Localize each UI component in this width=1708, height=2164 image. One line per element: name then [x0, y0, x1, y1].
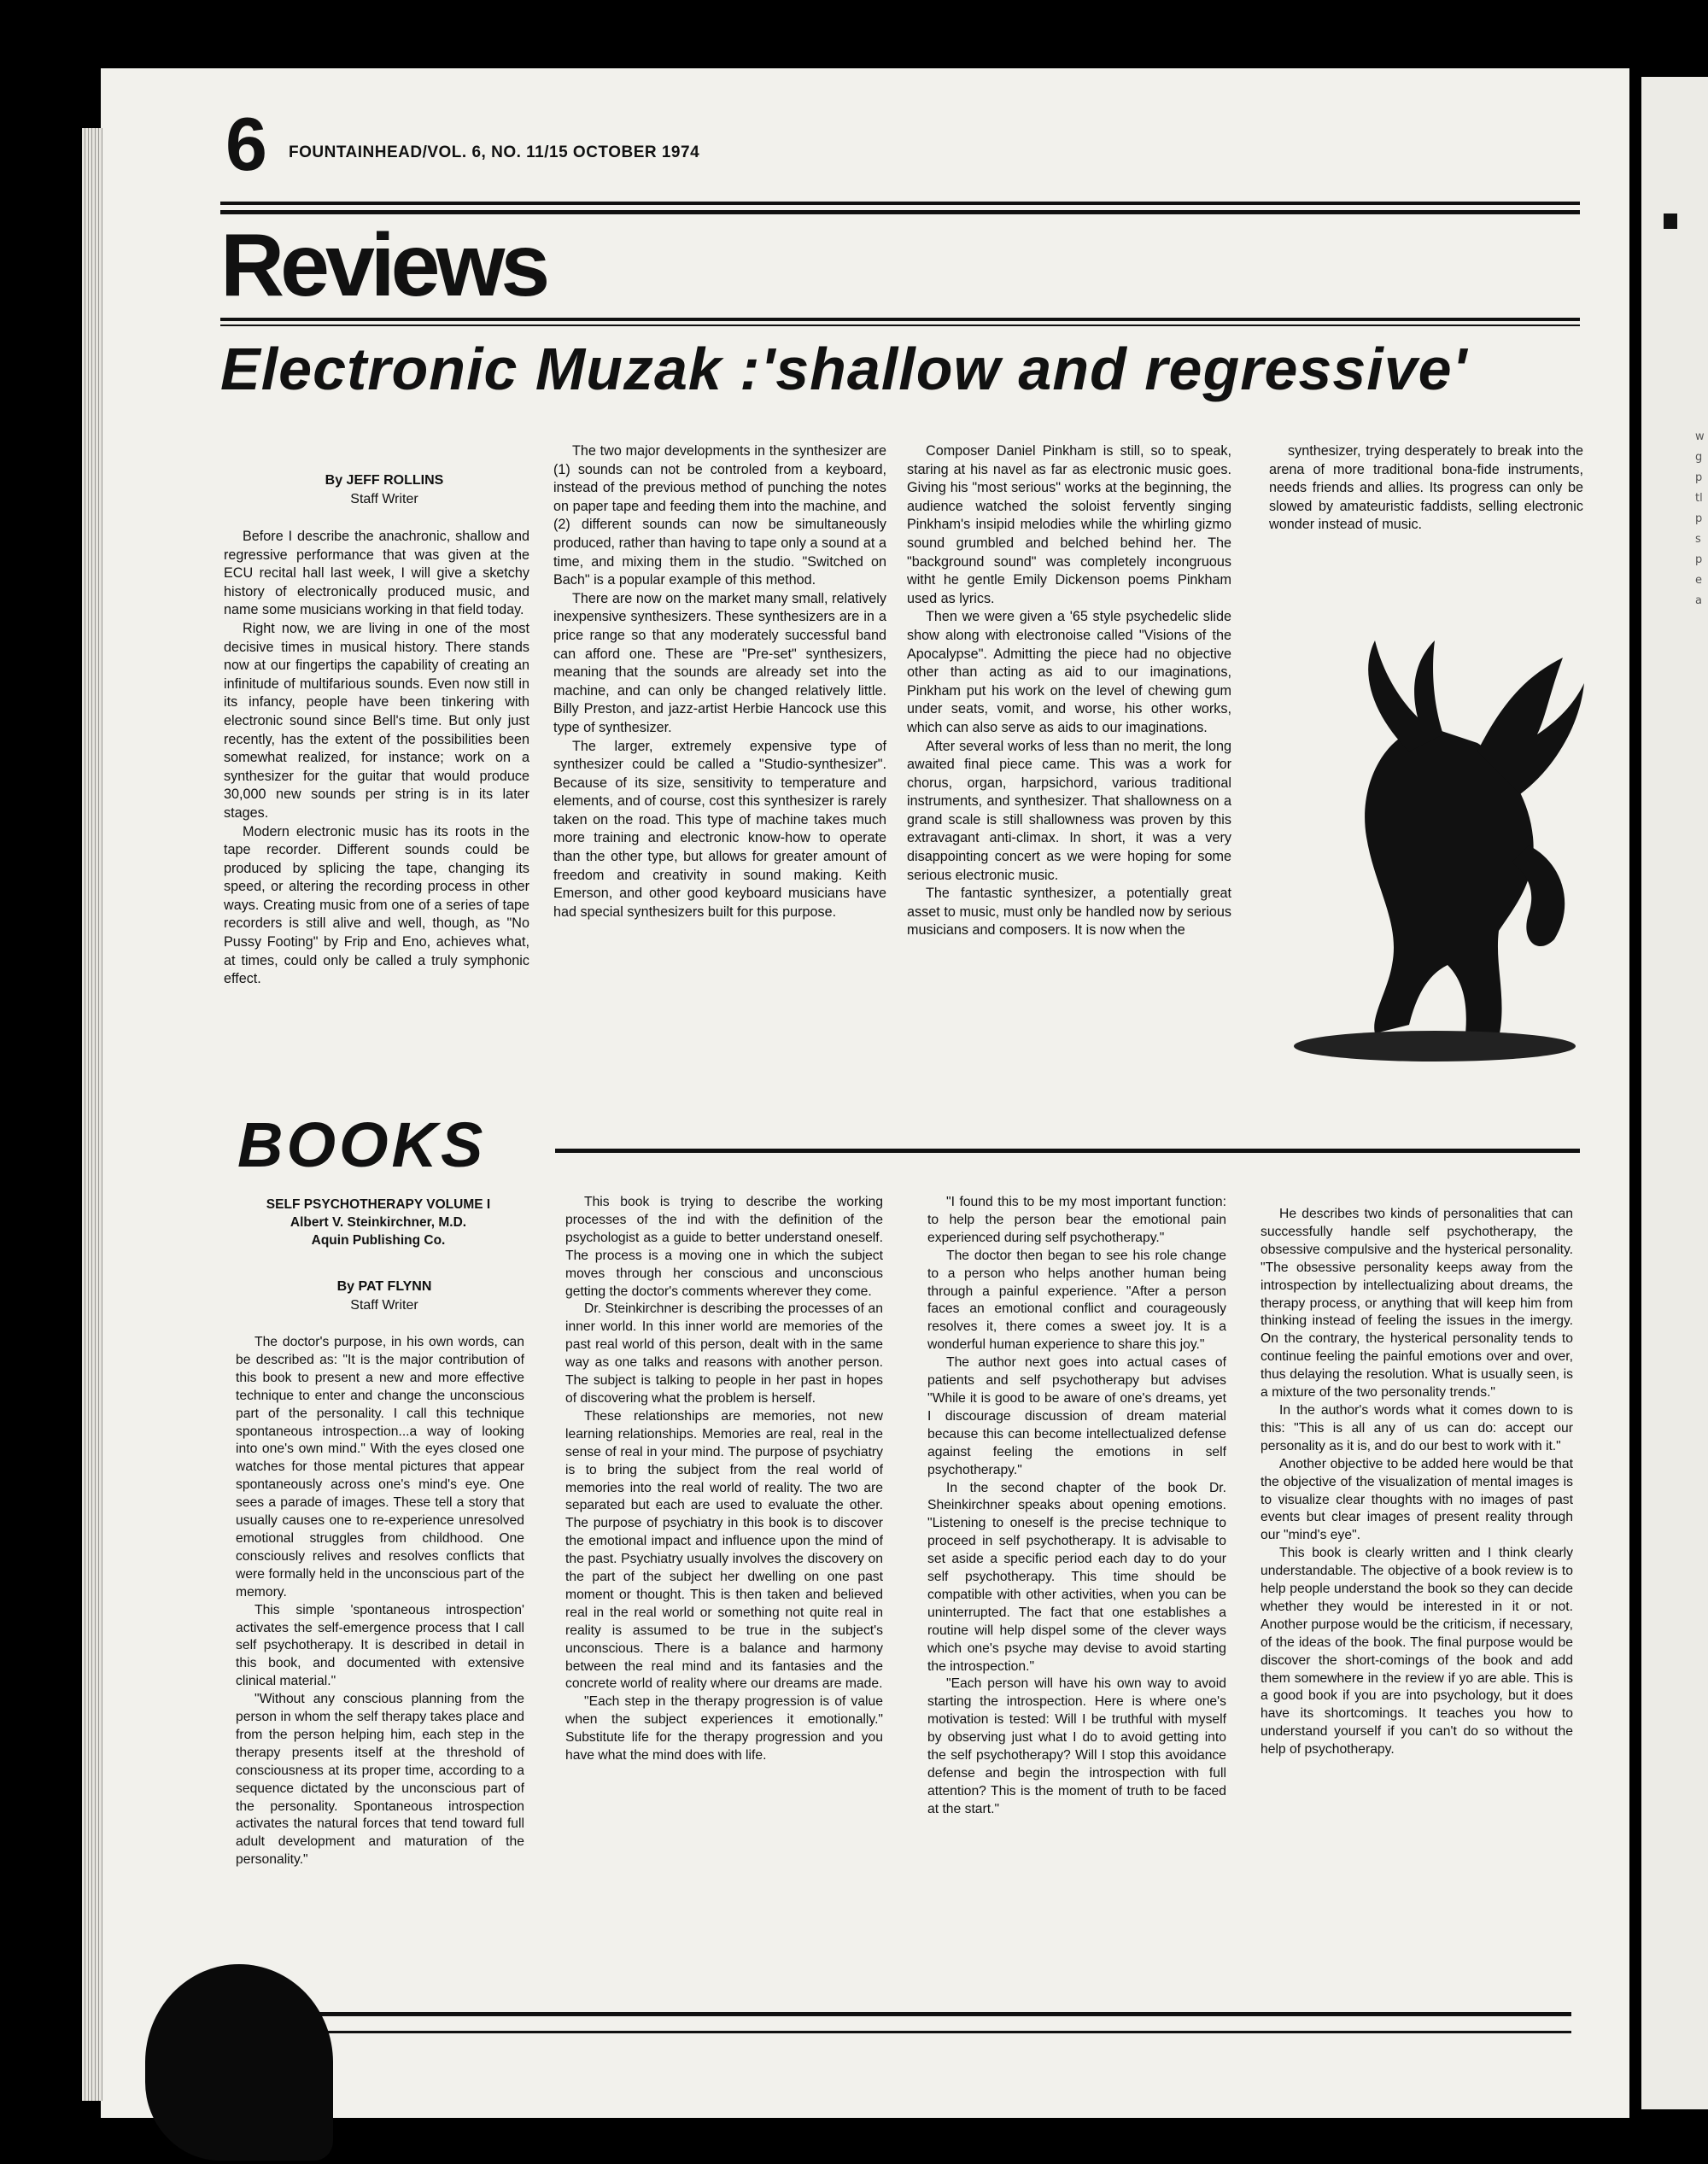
holding-hand-shadow: [145, 1964, 333, 2161]
margin-letter: s: [1695, 533, 1701, 546]
margin-letter: g: [1695, 451, 1703, 464]
bottom-rule-1: [220, 2012, 1571, 2016]
review-column-2: [553, 442, 886, 921]
margin-letter: a: [1695, 594, 1702, 607]
paragraph: Another objective to be added here would be that the objective of the visualization of mental images is to visualize clear thoughts with no images of past events but clear images of present reality through our "mind's eye".: [1261, 1456, 1573, 1543]
adjacent-page-mark: [1664, 213, 1677, 229]
paragraph: In the second chapter of the book Dr. Sheinkirchner speaks about opening emotions. "Listening to oneself is the precise technique to proceed in self psychotherapy. It is advisable to set aside a specific period each day to do your self psychotherapy. This time should be compatible with other activities, when you can be uninterrupted. The fact that one establishes a routine will help dispel some of the clever ways which one's psyche may devise to avoid starting the introspection.": [927, 1480, 1226, 1674]
creature-illustration: [1281, 623, 1588, 1067]
headline-rule-2: [220, 325, 1580, 326]
margin-letter: p: [1695, 553, 1703, 566]
headline-rule-1: [220, 318, 1580, 321]
page-edge-stack: [82, 128, 102, 2101]
review-byline: [290, 471, 478, 509]
book-title: SELF PSYCHOTHERAPY VOLUME I: [266, 1197, 491, 1212]
paragraph: synthesizer, trying desperately to break into the arena of more traditional bona-fide instruments, needs friends and allies. Its progress can only be slowed by amateuristic faddists, selling electronic wonder instead of music.: [1269, 443, 1583, 533]
margin-letter: p: [1695, 471, 1703, 484]
paragraph: This book is clearly written and I think clearly understandable. The objective of a book review is to help people understand the book so they can decide whether they would be interested in it or not. Another purpose would be the criticism, if necessary, of the ideas of the book. The final purpose would be discover the short-comings of the book and add them somewhere in the review if yo are able. This is a good book if you are into psychology, but it does have its shortcomings. It teaches you how to understand yourself if you can't do so without the help of psychotherapy.: [1261, 1546, 1573, 1758]
margin-letter: tl: [1695, 492, 1703, 505]
review-column-4: [1269, 442, 1583, 535]
books-column-3: [927, 1194, 1226, 1819]
paragraph: There are now on the market many small, relatively inexpensive synthesizers. These synthesizers are in a price range so that any moderately successful band can afford one. These are "Pre-set" synthesizers, meaning that the sounds are already set into the machine, and can only be changed relatively little. Billy Preston, and jazz-artist Herbie Hancock use this type of synthesizer.: [553, 590, 886, 735]
paragraph: The doctor's purpose, in his own words, can be described as: "It is the major contribution of this book to present a new and more effective technique to enter and change the unconscious part of the personality. I call this technique spontaneous introspection...a way of looking into one's own mind." With the eyes closed one watches for those mental pictures that appear spontaneously across one's mind's eye. One sees a parade of images. These tell a story that usually causes one to re-experience unresolved emotional struggles from childhood. One consciously relives and resolves conflicts that were formally held in the unconscious part of the memory.: [236, 1335, 524, 1600]
paragraph: After several works of less than no merit, the long awaited final piece came. This was a work for chorus, organ, harpsichord, various traditional instruments, and synthesizer. That shallowness on a grand scale is still shallowness was proven by this extravagant anti-climax. In short, it was a very disappointing concert as we were hoping for some serious electronic music.: [907, 738, 1231, 883]
paragraph: The two major developments in the synthesizer are (1) sounds can not be controled from a keyboard, instead of the previous method of punching the notes on paper tape and feeding them into the machine, and (2) different sounds can now be simultaneously produced, rather than having to tape only a sound at a time, and mixing them in the studio. "Switched on Bach" is a popular example of this method.: [553, 443, 886, 588]
paragraph: Before I describe the anachronic, shallow and regressive performance that was given at the ECU recital hall last week, I will give a sketchy history of electronically produced music, and name some musicians working in that field today.: [224, 529, 529, 618]
top-rule-1: [220, 202, 1580, 205]
review-headline: Electronic Muzak :'shallow and regressive': [220, 336, 1468, 402]
review-role: Staff Writer: [350, 492, 418, 506]
paragraph: Composer Daniel Pinkham is still, so to speak, staring at his navel as far as electronic music goes. Giving his "most serious" works at the beginning, the audience watched the soloist fervently singing Pinkham's insipid melodies while the whirling gizmo sound grumbled and belched behind her. The "background sound" was completely incongruous witht he gentle Emily Dickenson poems Pinkham used as lyrics.: [907, 443, 1231, 606]
paragraph: "I found this to be my most important function: to help the person bear the emotional pain experienced during self psychotherapy.": [927, 1195, 1226, 1245]
books-role: Staff Writer: [350, 1298, 418, 1313]
book-publisher: Aquin Publishing Co.: [311, 1233, 446, 1248]
paragraph: This simple 'spontaneous introspection' activates the self-emergence process that I call self psychotherapy. It is described in detail in this book, and documented with extensive clinical material.": [236, 1602, 524, 1689]
paragraph: Modern electronic music has its roots in the tape recorder. Different sounds could be produced by splicing the tape, changing its speed, or altering the recording process in other ways. Creating music from one of a series of tape recorders is still alive and well, though, as "No Pussy Footing" by Frip and Eno, achieves what, at times, could only be called a truly symphonic effect.: [224, 823, 529, 987]
illustration-wing-left: [1368, 640, 1443, 752]
paragraph: The doctor then began to see his role change to a person who helps another human being through a painful experience. "After a person faces an emotional conflict and courageously resolves it, there comes a sweet joy. It is a wonderful human experience to share this joy.": [927, 1248, 1226, 1353]
page-number: 6: [225, 102, 267, 186]
books-author: By PAT FLYNN: [336, 1279, 432, 1294]
top-rule-2: [220, 210, 1580, 214]
paragraph: "Each step in the therapy progression is of value when the subject experiences it emotionally." Substitute life for the therapy progression and you have what the mind does with life.: [565, 1694, 883, 1763]
paragraph: The fantastic synthesizer, a potentially great asset to music, must only be handled now by serious musicians and composers. It is now when the: [907, 886, 1231, 939]
review-author: By JEFF ROLLINS: [325, 473, 444, 488]
adjacent-page-margin-letters: [1695, 427, 1707, 611]
paragraph: The author next goes into actual cases of patients and self psychotherapy but advises "While it is good to be aware of one's dreams, yet I discourage discussion of dream material because this can become intellectualized defense against feeling the emotions in self psychotherapy.": [927, 1355, 1226, 1477]
paragraph: Then we were given a '65 style psychedelic slide show along with electronoise called "Visions of the Apocalypse". Admitting the piece had no objective other than acting as aid to our imaginations, Pinkham put his work on the level of chewing gum under seats, vomit, and worse, his other works, which can also serve as aids to our imaginations.: [907, 609, 1231, 735]
illustration-shadow: [1294, 1031, 1576, 1062]
paragraph: "Without any conscious planning from the person in whom the self therapy takes place and from the person helping him, each step in the therapy presents itself at the threshold of consciousness at its proper time, according to a sequence dictated by the unconscious part of the personality. Spontaneous introspection activates the natural forces that tend toward full adult development and maturation of the personality.": [236, 1692, 524, 1868]
paragraph: This book is trying to describe the working processes of the ind with the definition of the psychologist as a guide to better understand oneself. The process is a moving one in which the subject moves through her conscious and unconscious getting the doctor's comments wherever they come.: [565, 1195, 883, 1299]
margin-letter: e: [1695, 574, 1702, 587]
books-rule: [555, 1149, 1580, 1153]
paragraph: Right now, we are living in one of the most decisive times in musical history. There stands now at our fingertips the capability of creating an infinitude of multifarious sounds. Even now still in its infancy, people have been tinkering with electronic sound since Bell's time. But only just recently, has the extent of the possibilities been somewhat realized, for instance; work on a synthesizer for the guitar that would produce 30,000 new sounds per string is in its later stages.: [224, 620, 529, 821]
margin-letter: w: [1695, 430, 1705, 443]
review-column-1: [224, 528, 529, 989]
books-byline: [290, 1278, 478, 1315]
book-author: Albert V. Steinkirchner, M.D.: [290, 1215, 467, 1230]
adjacent-page: [1641, 77, 1708, 2109]
books-column-1: [236, 1334, 524, 1869]
review-column-3: [907, 442, 1231, 940]
books-heading: BOOKS: [237, 1109, 487, 1180]
paragraph: In the author's words what it comes down to is this: "This is all any of us can do: accept our personality as it is, and do our best to work with it.": [1261, 1402, 1573, 1453]
paragraph: He describes two kinds of personalities that can successfully handle self psychotherapy, the obsessive compulsive and the hysterical personality. "The obsessive personality keeps away from the introspection by intellectualizing about dreams, the therapy process, or anything that will keep him from thinking instead of feeling the issues in the imergy. On the contrary, the hysterical personality tends to continue feeling the painful emotions over and over, thus delaying the resolution. What is usually seen, is a mixture of the two personality trends.": [1261, 1207, 1573, 1401]
books-column-2: [565, 1194, 883, 1765]
section-title: Reviews: [220, 216, 547, 315]
paragraph: "Each person will have his own way to avoid starting the introspection. Here is where one's motivation is tested: Will I be truthful with myself by observing just what I do to avoid getting into the self psychotherapy? Will I stop this avoidance defense and begin the introspection with full attention? This is the moment of truth to be faced at the start.": [927, 1676, 1226, 1816]
paragraph: These relationships are memories, not new learning relationships. Memories are real, real in the sense of real in your mind. The purpose of psychiatry is to bring the subject from the real world of memories into the real world of reality. The two are separated but each are used to evaluate the other. The purpose of psychiatry in this book is to discover the emotional impact and influence upon the mind of the past. Psychiatry usually involves the discovery on the part of the subject her dwelling on one past moment or thought. This is then taken and believed real in the real world or something not quite real in reality is assumed to be true in the subject's unconscious. There is a balance and harmony between the real mind and its fantasies and the concrete world of reality where our dreams are made.: [565, 1408, 883, 1692]
masthead: FOUNTAINHEAD/VOL. 6, NO. 11/15 OCTOBER 1974: [289, 143, 700, 161]
book-info: [237, 1196, 519, 1249]
bottom-rule-2: [220, 2031, 1571, 2033]
books-column-4: [1261, 1206, 1573, 1759]
paragraph: The larger, extremely expensive type of synthesizer could be called a "Studio-synthesizer". Because of its size, sensitivity to temperature and elements, and of course, cost this synthesizer is rarely taken on the road. This type of machine takes much more training and electronic know-how to operate than the other type, but allows for greater amount of freedom and creativity in sound making. Keith Emerson, and other good keyboard musicians have had special synthesizers built for this purpose.: [553, 738, 886, 920]
paragraph: Dr. Steinkirchner is describing the processes of an inner world. In this inner world are memories of the past real world of this person, dealt with in the same way as one talks and reasons with another person. The subject is talking to people in her past in hopes of discovering what the problem is herself.: [565, 1301, 883, 1406]
margin-letter: p: [1695, 512, 1703, 525]
